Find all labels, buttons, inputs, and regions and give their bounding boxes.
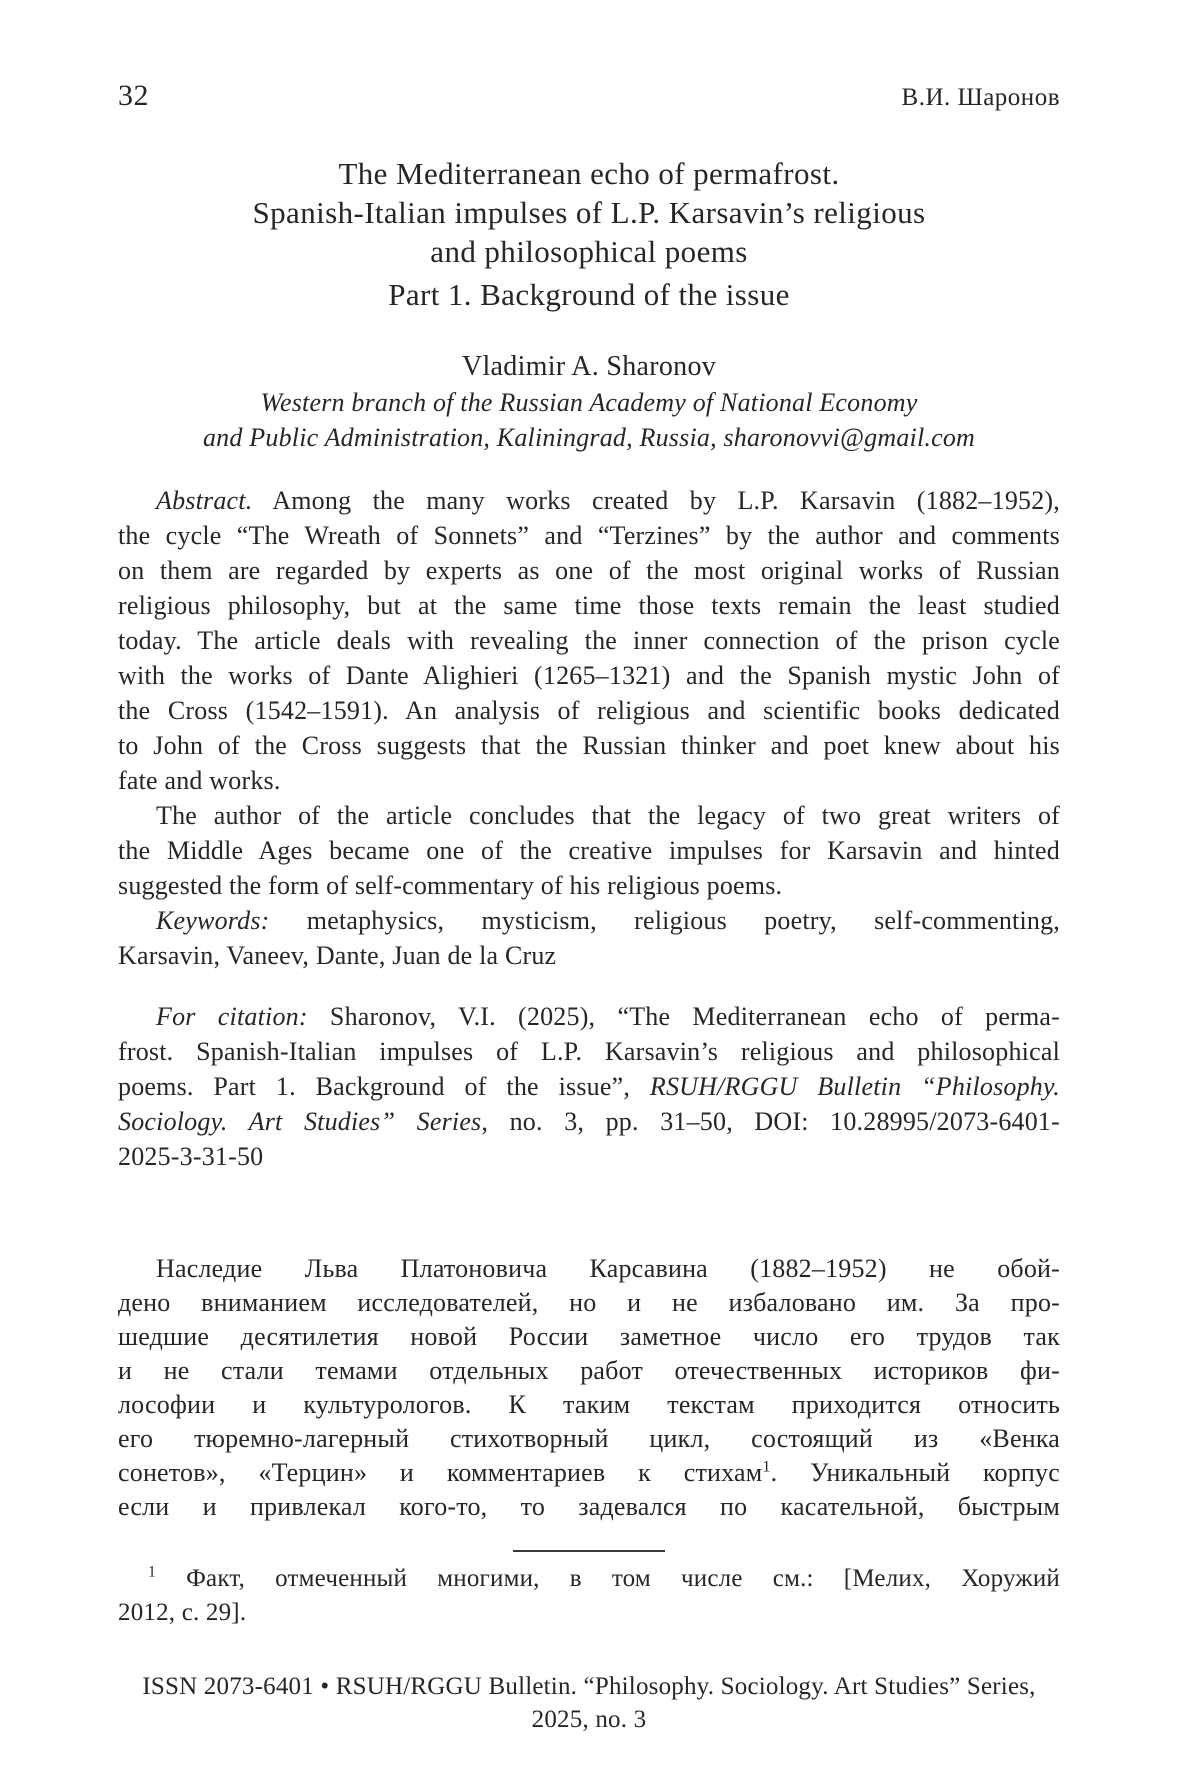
- text-line: Western branch of the Russian Academy of National Economy: [260, 388, 918, 417]
- text-line: religious philosophy, but at the same time those texts remain the least studied: [118, 591, 1060, 620]
- text-line: $^1$ Факт, отмеченный многими, в том числе см.: [Мелих, Хоружий: [148, 1563, 1060, 1592]
- text-line: Spanish-Italian impulses of L.P. Karsavin’s religious: [252, 195, 926, 230]
- page-number: 32: [118, 79, 149, 112]
- text-line: and philosophical poems: [430, 234, 748, 269]
- running-head-author: В.И. Шаронов: [901, 84, 1060, 111]
- text-line: with the works of Dante Alighieri (1265–1321) and the Spanish mystic John of: [118, 661, 1060, 690]
- article-title-part: [118, 275, 1060, 314]
- text-line: the Middle Ages became one of the creative impulses for Karsavin and hinted: [118, 836, 1060, 865]
- text-line: шедшие десятилетия новой России заметное число его трудов так: [118, 1322, 1060, 1351]
- abstract-paragraph-2: [118, 798, 1060, 903]
- text-line: и не стали темами отдельных работ отечественных историков фи-: [118, 1356, 1060, 1385]
- text-line: suggested the form of self-commentary of his religious poems.: [118, 871, 783, 900]
- article-title: [118, 154, 1060, 271]
- journal-footer: [118, 1670, 1060, 1736]
- text-line: the cycle “The Wreath of Sonnets” and “Terzines” by the author and comments: [118, 521, 1060, 550]
- footnote-rule: [513, 1550, 665, 1552]
- text-line: если и привлекал кого-то, то задевался по касательной, быстрым: [118, 1492, 1060, 1521]
- text-line: Part 1. Background of the issue: [388, 277, 790, 312]
- author-name: Vladimir A. Sharonov: [461, 351, 717, 382]
- text-line: The author of the article concludes that the legacy of two great writers of: [156, 801, 1060, 830]
- text-line: to John of the Cross suggests that the Russian thinker and poet knew about his: [118, 731, 1060, 760]
- keywords-paragraph: [118, 903, 1060, 973]
- abstract-paragraph-1: [118, 483, 1060, 798]
- page-header: [118, 80, 1060, 114]
- text-line: The Mediterranean echo of permafrost.: [338, 156, 840, 191]
- text-line: сонетов», «Терцин» и комментариев к стихам$^1$. Уникальный корпус: [118, 1458, 1060, 1487]
- text-line: and Public Administration, Kaliningrad, Russia, sharonovvi@gmail.com: [202, 423, 976, 452]
- footnote-text: [118, 1562, 1060, 1630]
- text-line: ISSN 2073-6401 • RSUH/RGGU Bulletin. “Philosophy. Sociology. Art Studies” Series,: [142, 1673, 1036, 1700]
- text-line: the Cross (1542–1591). An analysis of religious and scientific books dedicated: [118, 696, 1060, 725]
- text-line: Sociology. Art Studies” Series, no. 3, pp. 31–50, DOI: 10.28995/2073-6401-: [118, 1107, 1060, 1136]
- text-line: fate and works.: [118, 766, 281, 795]
- for-citation-paragraph: [118, 999, 1060, 1174]
- text-line: Karsavin, Vaneev, Dante, Juan de la Cruz: [118, 941, 557, 970]
- text-line: лософии и культурологов. К таким текстам приходится относить: [118, 1390, 1060, 1419]
- text-line: дено вниманием исследователей, но и не избаловано им. За про-: [118, 1288, 1060, 1317]
- text-line: today. The article deals with revealing the inner connection of the prison cycle: [118, 626, 1060, 655]
- text-line: frost. Spanish-Italian impulses of L.P. Karsavin’s religious and philosophical: [118, 1037, 1060, 1066]
- text-line: 2025-3-31-50: [118, 1142, 264, 1171]
- text-line: on them are regarded by experts as one of the most original works of Russian: [118, 556, 1060, 585]
- page-content: [118, 0, 1060, 1736]
- text-line: Abstract. Among the many works created by L.P. Karsavin (1882–1952),: [156, 486, 1060, 515]
- text-line: For citation: Sharonov, V.I. (2025), “The Mediterranean echo of perma-: [156, 1002, 1061, 1031]
- text-line: poems. Part 1. Background of the issue”, RSUH/RGGU Bulletin “Philosophy.: [118, 1072, 1060, 1101]
- text-line: 2012, с. 29].: [118, 1599, 247, 1626]
- text-line: 2025, no. 3: [531, 1706, 647, 1733]
- text-line: его тюремно-лагерный стихотворный цикл, состоящий из «Венка: [118, 1424, 1060, 1453]
- text-line: Наследие Льва Платоновича Карсавина (1882–1952) не обой-: [156, 1254, 1060, 1283]
- text-line: Keywords: metaphysics, mysticism, religious poetry, self-commenting,: [156, 906, 1060, 935]
- author-affiliation: [118, 385, 1060, 455]
- body-paragraph-russian: [118, 1252, 1060, 1524]
